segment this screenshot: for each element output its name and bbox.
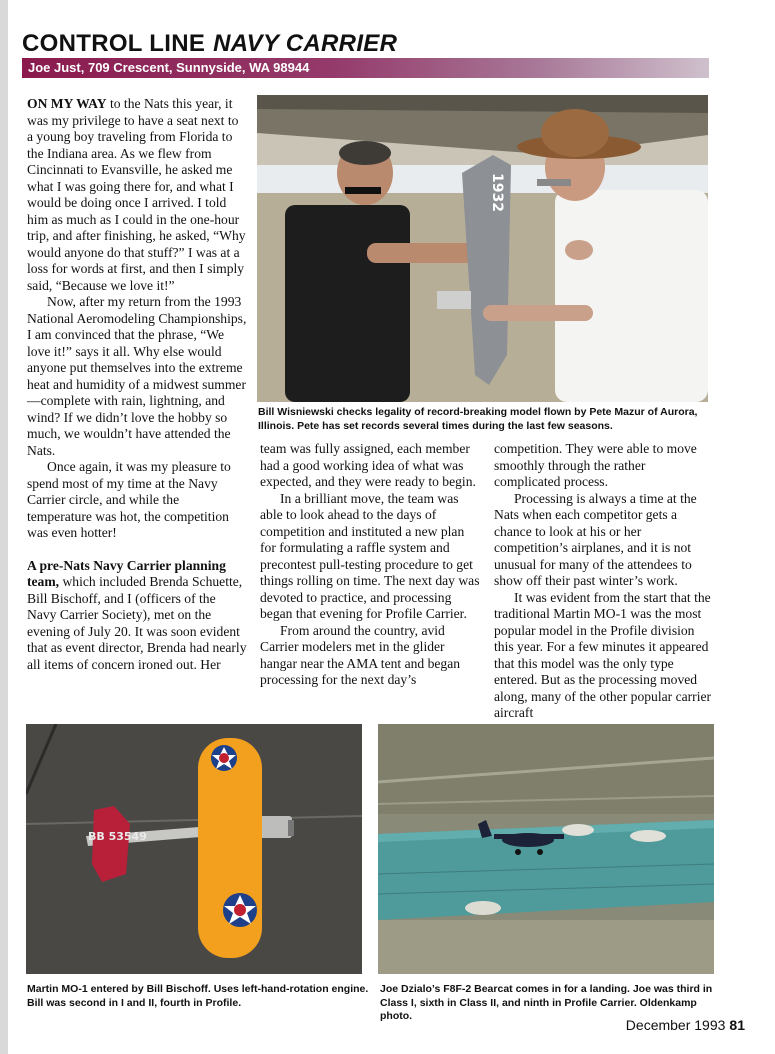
- photo-bearcat-landing: [378, 724, 714, 974]
- paragraph: team was fully assigned, each member had a good working idea of what was expected, and they were ready to begin.: [260, 441, 476, 489]
- photo-record-check: [257, 95, 708, 402]
- title-italic: NAVY CARRIER: [213, 30, 398, 57]
- paragraph: In a brilliant move, the team was able to look ahead to the days of competition and instituted a new plan for formulating a raffle system and precontest pull-testing procedure to get things rolling on time. The next day was devoted to practice, and processing began that evening for Profile Carrier.: [260, 490, 480, 621]
- page-edge: [0, 0, 8, 1054]
- article-column-3: [494, 441, 714, 722]
- article-column-2: [260, 441, 480, 689]
- paragraph: It was evident from the start that the traditional Martin MO-1 was the most popular model in the Profile division this year. For a few minutes it appeared that this model was the only type entered. But as the processing moved along, many of the other popular carrier aircraft: [494, 589, 712, 720]
- page-number: 81: [729, 1017, 745, 1033]
- paragraph: Processing is always a time at the Nats when each competitor gets a chance to look at his or her competition’s airplanes, and it is not unusual for many of the attendees to show off their past winter’s work.: [494, 490, 697, 588]
- lead-in: ON MY WAY: [27, 96, 107, 111]
- caption-right-photo: Joe Dzialo’s F8F-2 Bearcat comes in for a landing. Joe was third in Class I, sixth in Class II, and ninth in Profile Carrier. Oldenkamp photo.: [380, 983, 713, 1022]
- lead-in: A pre-Nats Navy Carrier planning team,: [27, 557, 226, 589]
- tail-number: 1932: [489, 173, 505, 212]
- photo-record-check-image: [257, 95, 708, 402]
- paragraph: competition. They were able to move smoothly through the rather complicated process.: [494, 441, 697, 489]
- photo-bearcat-landing-image: [378, 724, 714, 974]
- model-registration: BB 53549: [88, 830, 147, 843]
- article-column-1: [27, 96, 247, 673]
- paragraph: [27, 96, 247, 294]
- paragraph-text: which included Brenda Schuette, Bill Bischoff, and I (officers of the Navy Carrier Society), met on the evening of July 20. It was soon evident that as event director, Brenda had nearly all items of concern ironed out. Her: [27, 574, 247, 672]
- photo-martin-mo1: [26, 724, 362, 974]
- paragraph-text: to the Nats this year, it was my privilege to have a seat next to a young boy traveling from Florida to the Indiana area. As we flew from Cincinnati to Evansville, he asked me what I was going there for, and what I would be doing once I arrived. I told him as much as I could in the one-hour trip, and after finishing, he asked, “Why would anyone do that stuff?” I was at a loss for words at first, and then I simply said, “Because we love it!”: [27, 96, 246, 293]
- caption-left-photo: Martin MO-1 entered by Bill Bischoff. Uses left-hand-rotation engine. Bill was second in I and II, fourth in Profile.: [27, 983, 369, 1009]
- title-main: CONTROL LINE: [22, 30, 206, 57]
- photo-martin-mo1-image: [26, 724, 362, 974]
- caption-top-photo: Bill Wisniewski checks legality of record-breaking model flown by Pete Mazur of Aurora, Illinois. Pete has set records several times during the last few seasons.: [258, 406, 698, 432]
- paragraph: Now, after my return from the 1993 National Aeromodeling Championships, I am convinced that the phrase, “We love it!” says it all. Why else would anyone put themselves into the extreme heat and humidity of a midwest summer—complete with rain, lightning, and wind? If we didn’t love the hobby so much, we wouldn’t have attended the Nats.: [27, 294, 247, 458]
- byline-bar: Joe Just, 709 Crescent, Sunnyside, WA 98944: [22, 58, 709, 78]
- paragraph: [27, 558, 247, 674]
- paragraph: From around the country, avid Carrier modelers met in the glider hangar near the AMA tent and began processing for the next day’s: [260, 622, 461, 687]
- issue-date: December 1993: [625, 1017, 726, 1033]
- page-footer: [626, 1017, 745, 1033]
- paragraph: Once again, it was my pleasure to spend most of my time at the Navy Carrier circle, and while the temperature was hot, the competition was even hotter!: [27, 459, 231, 540]
- page-title: [22, 30, 397, 58]
